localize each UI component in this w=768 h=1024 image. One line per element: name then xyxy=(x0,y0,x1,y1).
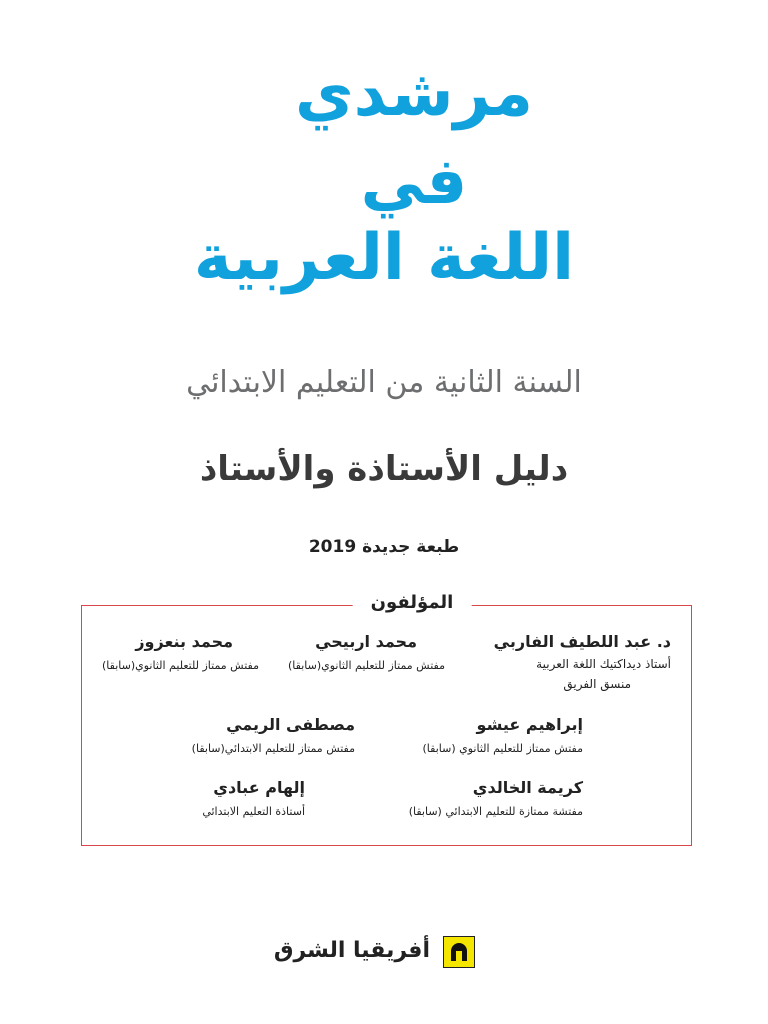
book-title-line-3: اللغة العربية xyxy=(193,221,575,295)
author-role: أستاذة التعليم الابتدائي xyxy=(202,805,305,818)
author-entry xyxy=(423,715,583,755)
grade-subtitle: السنة الثانية من التعليم الابتدائي xyxy=(186,365,582,400)
author-name: إبراهيم عيشو xyxy=(476,715,583,734)
author-role: مفتش ممتاز للتعليم الابتدائي(سابقا) xyxy=(191,742,355,755)
author-entry xyxy=(409,778,583,818)
edition-label: طبعة جديدة 2019 xyxy=(308,537,460,557)
author-role: مفتشة ممتازة للتعليم الابتدائي (سابقا) xyxy=(408,805,583,818)
author-entry xyxy=(288,632,445,672)
guide-title: دليل الأستاذة والأستاذ xyxy=(199,449,569,489)
author-role: مفتش ممتاز للتعليم الثانوي(سابقا) xyxy=(288,659,445,672)
author-role: أستاذ ديداكتيك اللغة العربية xyxy=(536,657,671,671)
author-name: د. عبد اللطيف الفاربي xyxy=(493,632,671,651)
publisher xyxy=(0,936,768,970)
book-title-line-1: مرشدي xyxy=(295,57,533,131)
author-name: إلهام عبادي xyxy=(213,778,305,797)
author-name: كريمة الخالدي xyxy=(472,778,583,797)
publisher-name: أفريقيا الشرق xyxy=(273,938,430,963)
authors-heading: المؤلفون xyxy=(353,592,472,613)
author-role: مفتش ممتاز للتعليم الثانوي (سابقا) xyxy=(422,742,583,755)
author-name: مصطفى الريمي xyxy=(226,715,355,734)
publisher-logo-icon xyxy=(443,936,475,968)
author-role-note: منسق الفريق xyxy=(563,677,631,691)
author-entry xyxy=(102,632,259,672)
author-name: محمد بنعزوز xyxy=(135,632,233,651)
author-entry xyxy=(202,778,305,818)
author-role: مفتش ممتاز للتعليم الثانوي(سابقا) xyxy=(102,659,259,672)
author-name: محمد اربيحي xyxy=(315,632,417,651)
authors-box xyxy=(81,592,692,846)
author-entry xyxy=(192,715,355,755)
book-title-line-2: في xyxy=(360,145,468,219)
author-entry xyxy=(494,632,671,691)
